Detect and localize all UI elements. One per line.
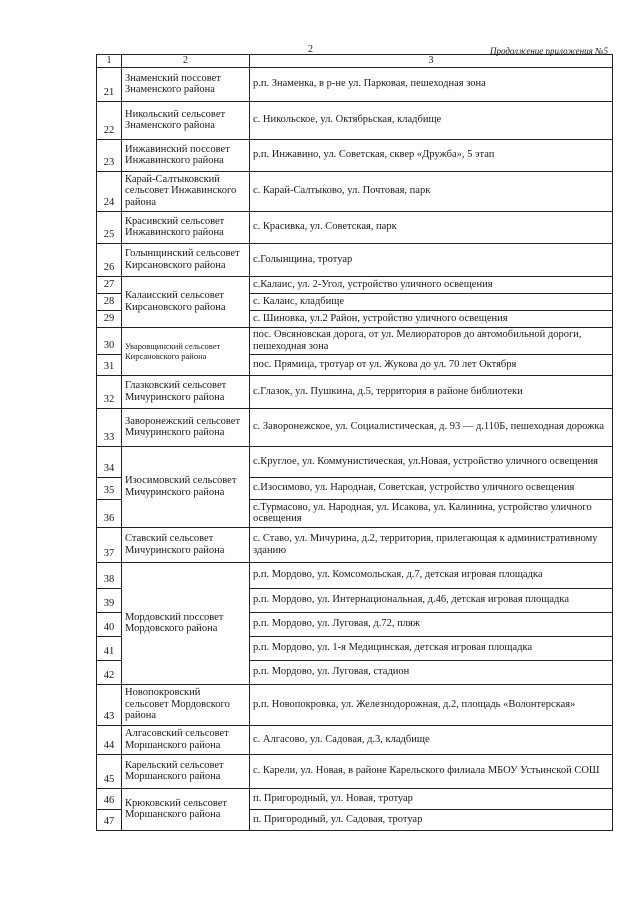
row-organization: Мордовский поссовет Мордовского района [122, 562, 250, 684]
row-location: пос. Прямица, тротуар от ул. Жукова до ул. 70 лет Октября [250, 354, 613, 375]
row-location: р.п. Знаменка, в р-не ул. Парковая, пешеходная зона [250, 67, 613, 101]
row-location: п. Пригородный, ул. Новая, тротуар [250, 788, 613, 809]
row-location: с. Ставо, ул. Мичурина, д.2, территория, прилегающая к административному зданию [250, 527, 613, 562]
row-number: 39 [97, 588, 122, 612]
row-location: с. Карай-Салтыково, ул. Почтовая, парк [250, 171, 613, 211]
row-location: р.п. Инжавино, ул. Советская, сквер «Дружба», 5 этап [250, 139, 613, 171]
row-location: с.Турмасово, ул. Народная, ул. Исакова, ул. Калинина, устройство уличного освещения [250, 499, 613, 527]
row-location: р.п. Мордово, ул. Комсомольская, д.7, детская игровая площадка [250, 562, 613, 588]
table-row [97, 171, 613, 211]
row-location: р.п. Мордово, ул. 1-я Медицинская, детская игровая площадка [250, 636, 613, 660]
table-row [97, 562, 613, 588]
row-number: 30 [97, 327, 122, 354]
row-organization: Заворонежский сельсовет Мичуринского района [122, 408, 250, 446]
row-location: с. Шиновка, ул.2 Район, устройство уличного освещения [250, 310, 613, 327]
row-organization: Знаменский поссовет Знаменского района [122, 67, 250, 101]
row-number: 21 [97, 67, 122, 101]
table-header [97, 55, 613, 68]
row-organization: Уваровщинский сельсовет Кирсановского района [122, 327, 250, 375]
row-number: 42 [97, 660, 122, 684]
row-organization: Крюковский сельсовет Моршанского района [122, 788, 250, 830]
row-location: с.Круглое, ул. Коммунистическая, ул.Новая, устройство уличного освещения [250, 446, 613, 477]
row-location: с. Никольское, ул. Октябрьская, кладбище [250, 101, 613, 139]
row-location: с. Калаис, кладбище [250, 293, 613, 310]
table-row [97, 446, 613, 477]
table-row [97, 276, 613, 293]
row-location: с. Заворонежское, ул. Социалистическая, д. 93 — д.110Б, пешеходная дорожка [250, 408, 613, 446]
row-number: 28 [97, 293, 122, 310]
objects-table [96, 54, 613, 831]
row-location: с. Алгасово, ул. Садовая, д.3, кладбище [250, 725, 613, 754]
row-organization: Красивский сельсовет Инжавинского района [122, 211, 250, 243]
table-row [97, 243, 613, 276]
row-organization: Голынщинский сельсовет Кирсановского района [122, 243, 250, 276]
row-organization: Карай-Салтыковский сельсовет Инжавинского района [122, 171, 250, 211]
row-number: 45 [97, 754, 122, 788]
row-number: 31 [97, 354, 122, 375]
table-row [97, 67, 613, 101]
row-number: 29 [97, 310, 122, 327]
table-row [97, 375, 613, 408]
continuation-note: Продолжение приложения №5 [489, 46, 608, 56]
row-number: 22 [97, 101, 122, 139]
table-row [97, 101, 613, 139]
row-number: 47 [97, 809, 122, 830]
table-row [97, 725, 613, 754]
table-row [97, 408, 613, 446]
row-location: с. Красивка, ул. Советская, парк [250, 211, 613, 243]
row-organization: Изосимовский сельсовет Мичуринского района [122, 446, 250, 527]
page-number: 2 [308, 44, 313, 55]
table-row [97, 754, 613, 788]
header-col-2: 2 [122, 55, 250, 68]
row-number: 25 [97, 211, 122, 243]
row-organization: Никольский сельсовет Знаменского района [122, 101, 250, 139]
row-number: 34 [97, 446, 122, 477]
table-row [97, 527, 613, 562]
table-row [97, 211, 613, 243]
row-number: 40 [97, 612, 122, 636]
row-location: р.п. Мордово, ул. Луговая, д.72, пляж [250, 612, 613, 636]
row-location: пос. Овсяновская дорога, от ул. Мелиораторов до автомобильной дороги, пешеходная зона [250, 327, 613, 354]
row-location: с.Голынщина, тротуар [250, 243, 613, 276]
row-location: п. Пригородный, ул. Садовая, тротуар [250, 809, 613, 830]
row-location: р.п. Новопокровка, ул. Железнодорожная, д.2, площадь «Волонтерская» [250, 684, 613, 725]
row-number: 43 [97, 684, 122, 725]
row-organization: Калаисский сельсовет Кирсановского района [122, 276, 250, 327]
row-location: с.Изосимово, ул. Народная, Советская, устройство уличного освещения [250, 477, 613, 499]
row-number: 24 [97, 171, 122, 211]
row-number: 41 [97, 636, 122, 660]
row-location: р.п. Мордово, ул. Интернациональная, д.46, детская игровая площадка [250, 588, 613, 612]
header-col-3: 3 [250, 55, 613, 68]
header-col-1: 1 [97, 55, 122, 68]
row-organization: Ставский сельсовет Мичуринского района [122, 527, 250, 562]
row-organization: Глазковский сельсовет Мичуринского района [122, 375, 250, 408]
row-number: 33 [97, 408, 122, 446]
row-number: 37 [97, 527, 122, 562]
row-number: 46 [97, 788, 122, 809]
row-organization: Алгасовский сельсовет Моршанского района [122, 725, 250, 754]
row-number: 27 [97, 276, 122, 293]
row-organization: Инжавинский поссовет Инжавинского района [122, 139, 250, 171]
row-number: 36 [97, 499, 122, 527]
row-number: 23 [97, 139, 122, 171]
table-row [97, 327, 613, 354]
table-row [97, 139, 613, 171]
row-number: 38 [97, 562, 122, 588]
table-row [97, 684, 613, 725]
table-row [97, 788, 613, 809]
row-location: с.Калаис, ул. 2-Угол, устройство уличного освещения [250, 276, 613, 293]
row-organization: Карельский сельсовет Моршанского района [122, 754, 250, 788]
row-number: 44 [97, 725, 122, 754]
row-number: 32 [97, 375, 122, 408]
row-location: р.п. Мордово, ул. Луговая, стадион [250, 660, 613, 684]
row-number: 35 [97, 477, 122, 499]
row-organization: Новопокровский сельсовет Мордовского района [122, 684, 250, 725]
row-location: с. Карели, ул. Новая, в районе Карельского филиала МБОУ Устьинской СОШ [250, 754, 613, 788]
row-number: 26 [97, 243, 122, 276]
row-location: с.Глазок, ул. Пушкина, д.5, территория в районе библиотеки [250, 375, 613, 408]
